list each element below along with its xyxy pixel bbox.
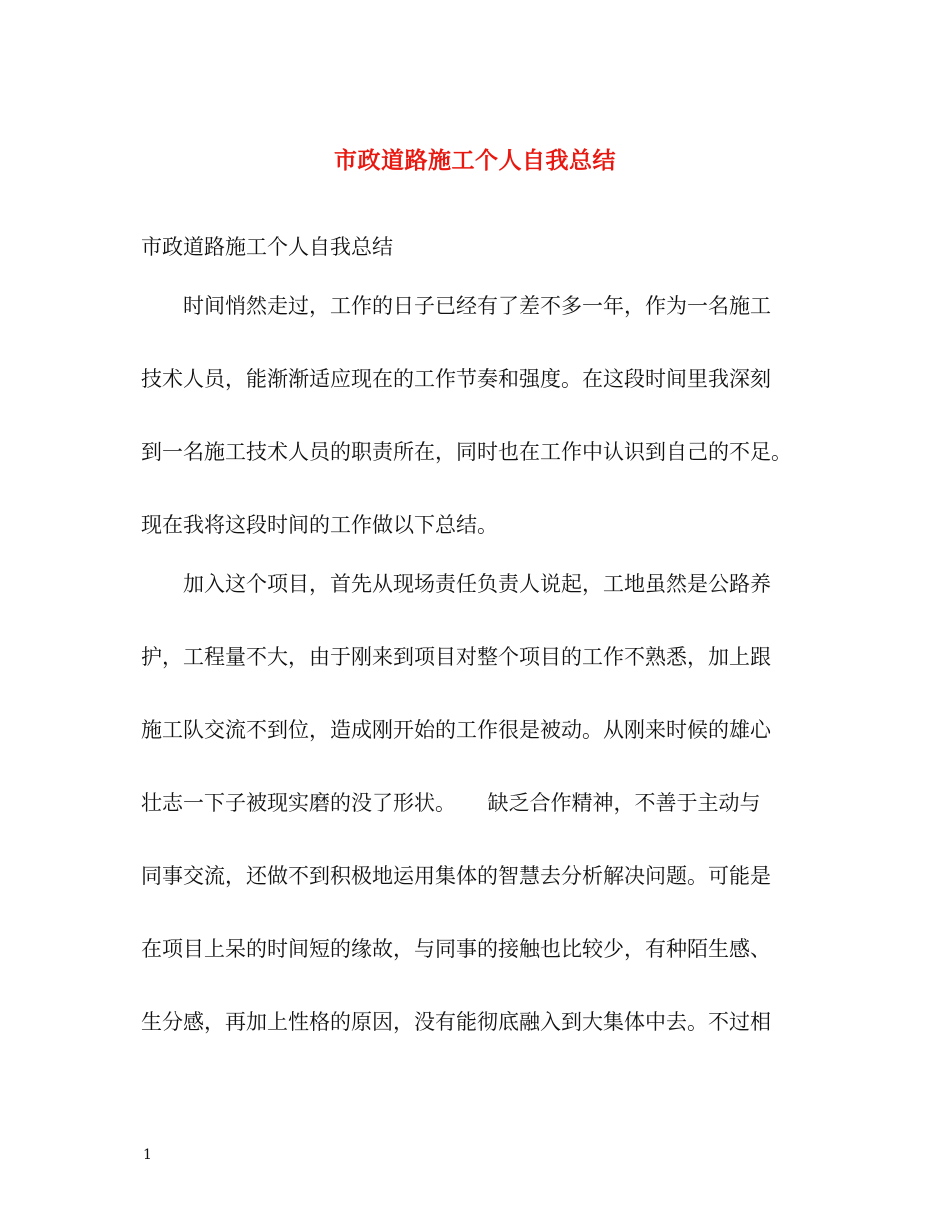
body-line: 生分感，再加上性格的原因，没有能彻底融入到大集体中去。不过相 bbox=[141, 1010, 771, 1034]
body-line: 时间悄然走过，工作的日子已经有了差不多一年，作为一名施工 bbox=[141, 294, 771, 318]
body-line: 施工队交流不到位，造成刚开始的工作很是被动。从刚来时候的雄心 bbox=[141, 718, 771, 742]
document-title: 市政道路施工个人自我总结 bbox=[334, 147, 616, 174]
body-line: 现在我将这段时间的工作做以下总结。 bbox=[141, 513, 498, 537]
body-line: 同事交流，还做不到积极地运用集体的智慧去分析解决问题。可能是 bbox=[141, 864, 771, 888]
body-line: 护，工程量不大，由于刚来到项目对整个项目的工作不熟悉，加上跟 bbox=[141, 645, 771, 669]
body-line: 技术人员，能渐渐适应现在的工作节奏和强度。在这段时间里我深刻 bbox=[141, 367, 771, 391]
body-line: 到一名施工技术人员的职责所在，同时也在工作中认识到自己的不足。 bbox=[141, 440, 792, 464]
body-line: 市政道路施工个人自我总结 bbox=[141, 235, 393, 259]
body-line: 壮志一下子被现实磨的没了形状。 缺乏合作精神，不善于主动与 bbox=[141, 791, 761, 815]
page-number: 1 bbox=[143, 1147, 152, 1163]
body-line: 加入这个项目，首先从现场责任负责人说起，工地虽然是公路养 bbox=[141, 572, 771, 596]
body-line: 在项目上呆的时间短的缘故，与同事的接触也比较少，有种陌生感、 bbox=[141, 937, 771, 961]
